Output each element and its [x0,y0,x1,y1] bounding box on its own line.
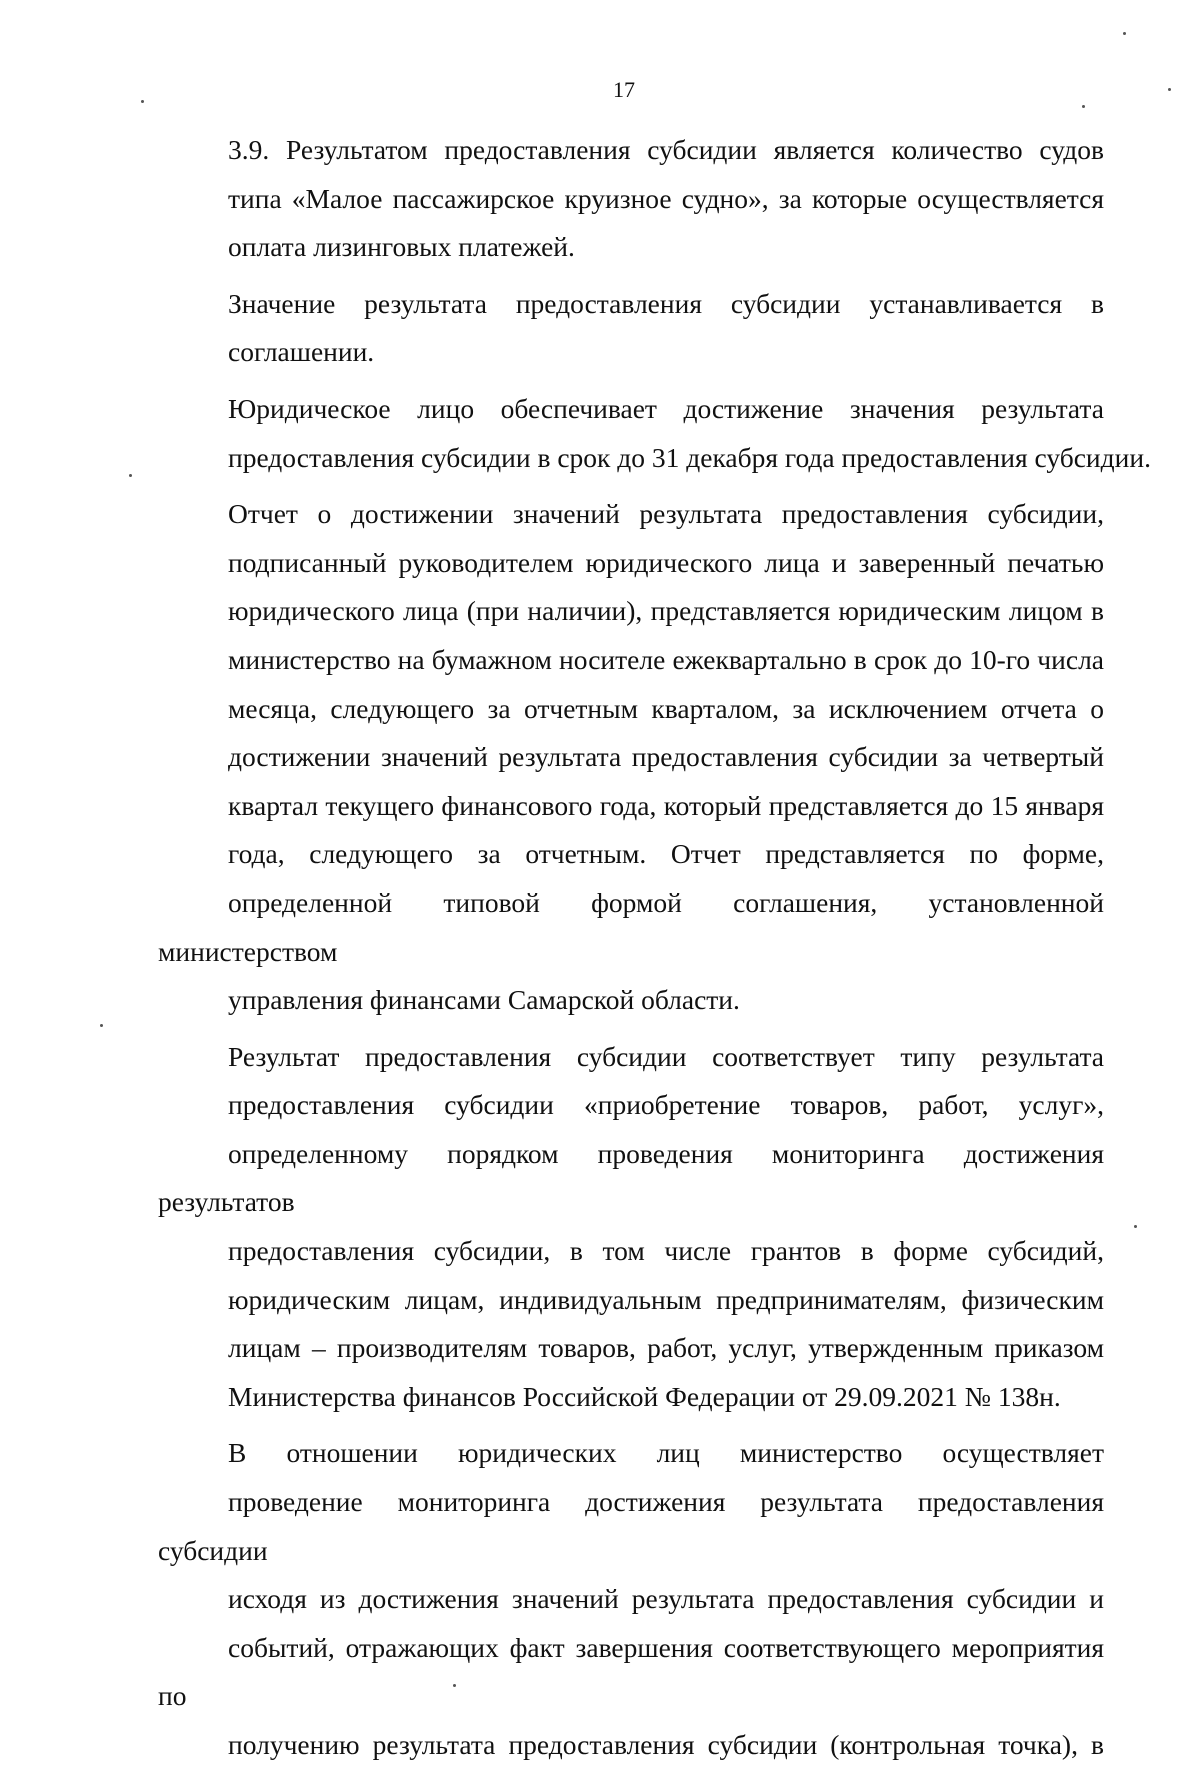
text-line: Значение результата предоставления субсидии устанавливается в [228,287,1104,319]
paragraph-legal-entity-deadline [158,385,1151,482]
page-number: 17 [613,77,635,102]
text-line: юридическим лицам, индивидуальным предпринимателям, физическим [228,1283,1104,1315]
document-body [158,126,1151,1778]
paragraph-result-value [158,280,1104,377]
text-line: предоставления субсидии, в том числе грантов в форме субсидий, [228,1235,1104,1267]
text-line: исходя из достижения значений результата предоставления субсидии и [228,1583,1104,1615]
scan-speck [100,1024,103,1027]
paragraph-result-type [158,1033,1104,1422]
text-line: проведение мониторинга достижения результата предоставления субсидии [158,1486,1104,1566]
paragraph-monitoring [158,1429,1104,1769]
text-line: 3.9. Результатом предоставления субсидии является количество судов [228,134,1104,165]
text-line: В отношении юридических лиц министерство осуществляет [228,1437,1104,1469]
scan-speck [129,474,132,477]
text-line: лицам – производителям товаров, работ, услуг, утвержденным приказом [228,1332,1104,1364]
paragraph-report [158,490,1104,1025]
text-line: определенному порядком проведения мониторинга достижения результатов [158,1137,1104,1218]
scan-speck [1168,88,1171,91]
scan-speck [1134,1225,1137,1228]
text-line: определенной типовой формой соглашения, установленной министерством [158,886,1104,967]
text-line: событий, отражающих факт завершения соответствующего мероприятия по [158,1631,1104,1712]
text-line: оплата лизинговых платежей. [228,231,575,263]
text-line: подписанный руководителем юридического лица и заверенный печатью [228,546,1104,578]
paragraph-result-definition [158,126,1104,272]
text-line: управления финансами Самарской области. [228,984,740,1016]
text-line: квартал текущего финансового года, который представляется до 15 января [228,789,1104,821]
text-line: предоставления субсидии в срок до 31 декабря года предоставления субсидии. [228,441,1151,473]
text-line: получению результата предоставления субсидии (контрольная точка), в [228,1729,1104,1760]
text-line: Министерства финансов Российской Федерации от 29.09.2021 № 138н. [228,1380,1061,1412]
text-line: года, следующего за отчетным. Отчет представляется по форме, [228,838,1104,870]
scan-speck [1123,32,1126,35]
text-line: месяца, следующего за отчетным кварталом, за исключением отчета о [228,692,1104,724]
text-line: министерство на бумажном носителе ежеквартально в срок до 10-го числа [228,643,1104,675]
text-line: достижении значений результата предоставления субсидии за четвертый [228,741,1104,773]
text-line: типа «Малое пассажирское круизное судно», за которые осуществляется [228,182,1104,214]
scan-speck [141,100,144,103]
text-line: Результат предоставления субсидии соответствует типу результата [228,1040,1104,1072]
text-line: Юридическое лицо обеспечивает достижение значения результата [228,392,1104,424]
text-line: юридического лица (при наличии), представляется юридическим лицом в [228,595,1104,627]
text-line: соглашении. [228,336,375,368]
text-line: Отчет о достижении значений результата предоставления субсидии, [228,498,1104,530]
scan-speck [1082,105,1085,108]
scan-speck [453,1684,456,1687]
text-line: предоставления субсидии «приобретение товаров, работ, услуг», [228,1089,1104,1121]
